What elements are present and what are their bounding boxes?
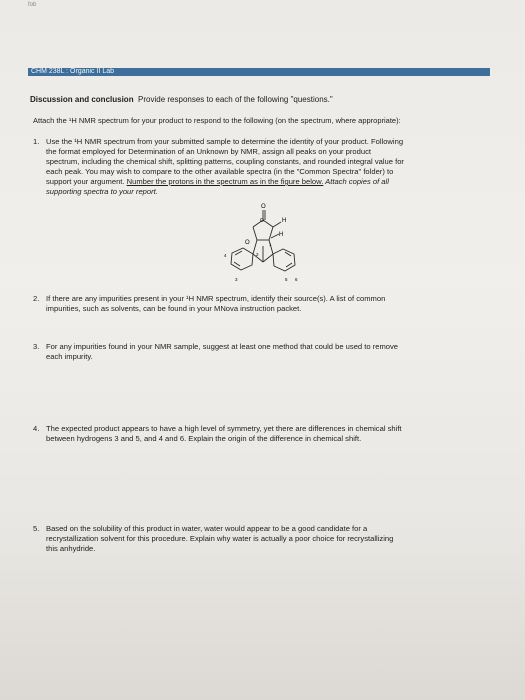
label-n2: 2 <box>256 252 259 257</box>
label-n4: 4 <box>224 253 227 258</box>
question-number: 4. <box>33 424 40 433</box>
section-heading <box>30 95 333 104</box>
question-number: 3. <box>33 342 40 351</box>
label-o-ring: O <box>260 218 264 224</box>
lab-header-text: CHM 238L : Organic II Lab <box>31 68 115 75</box>
question-line: the format employed for Determination of an Unknown by NMR, assign all peaks on your product <box>46 147 372 156</box>
section-instruction: Provide responses to each of the following "questions." <box>138 95 333 104</box>
label-h-top: H <box>282 218 287 224</box>
question-line-italic: supporting spectra to your report. <box>46 187 158 196</box>
label-n6: 6 <box>295 277 298 282</box>
lab-header-bar <box>28 68 490 76</box>
question-line: between hydrogens 3 and 5, and 4 and 6. Explain the origin of the difference in chemical shift. <box>46 434 362 443</box>
question-line: each peak. You may wish to compare to the other available spectra (in the "Common Spectra" folder) to <box>46 167 394 176</box>
question-line: Based on the solubility of this product in water, water would appear to be a good candidate for a <box>46 524 368 533</box>
label-n5: 5 <box>285 277 288 282</box>
question-line: spectrum, including the chemical shift, splitting patterns, coupling constants, and rounded integral value for <box>46 157 404 166</box>
label-n1: 1 <box>269 242 272 247</box>
question-body <box>46 424 402 444</box>
question-number: 5. <box>33 524 40 533</box>
line-start: support your argument. <box>46 177 127 186</box>
intro-text: Attach the ¹H NMR spectrum for your product to respond to the following (on the spectrum, where appropriate): <box>33 116 401 125</box>
anhydride-structure-figure <box>215 200 325 290</box>
question-body <box>46 294 385 314</box>
question-line: If there are any impurities present in your ¹H NMR spectrum, identify their source(s). A list of common <box>46 294 386 303</box>
question-line: each impurity. <box>46 352 93 361</box>
question-line: Use the ¹H NMR spectrum from your submitted sample to determine the identity of your product. Following <box>46 137 404 146</box>
section-title: Discussion and conclusion <box>30 95 134 104</box>
question-body <box>46 524 393 554</box>
question-line: The expected product appears to have a high level of symmetry, yet there are differences in chemical shift <box>46 424 402 433</box>
label-h-mid: H <box>279 232 284 238</box>
italic-instruction: Attach copies of all <box>323 177 389 186</box>
corner-tag: fob <box>28 2 37 8</box>
question-line: this anhydride. <box>46 544 96 553</box>
question-number: 1. <box>33 137 40 146</box>
question-line: impurities, such as solvents, can be found in your MNova instruction packet. <box>46 304 302 313</box>
label-o-left: O <box>245 240 250 246</box>
label-o-top: O <box>261 204 266 210</box>
question-body <box>46 342 398 362</box>
question-body <box>46 137 404 197</box>
question-number: 2. <box>33 294 40 303</box>
underlined-instruction: Number the protons in the spectrum as in the figure below. <box>126 177 324 186</box>
question-line: For any impurities found in your NMR sample, suggest at least one method that could be used to remove <box>46 342 399 351</box>
question-line-instructions <box>46 177 404 187</box>
label-n3: 3 <box>235 277 238 282</box>
question-line: recrystallization solvent for this procedure. Explain why water is actually a poor choice for recrystallizing <box>46 534 394 543</box>
